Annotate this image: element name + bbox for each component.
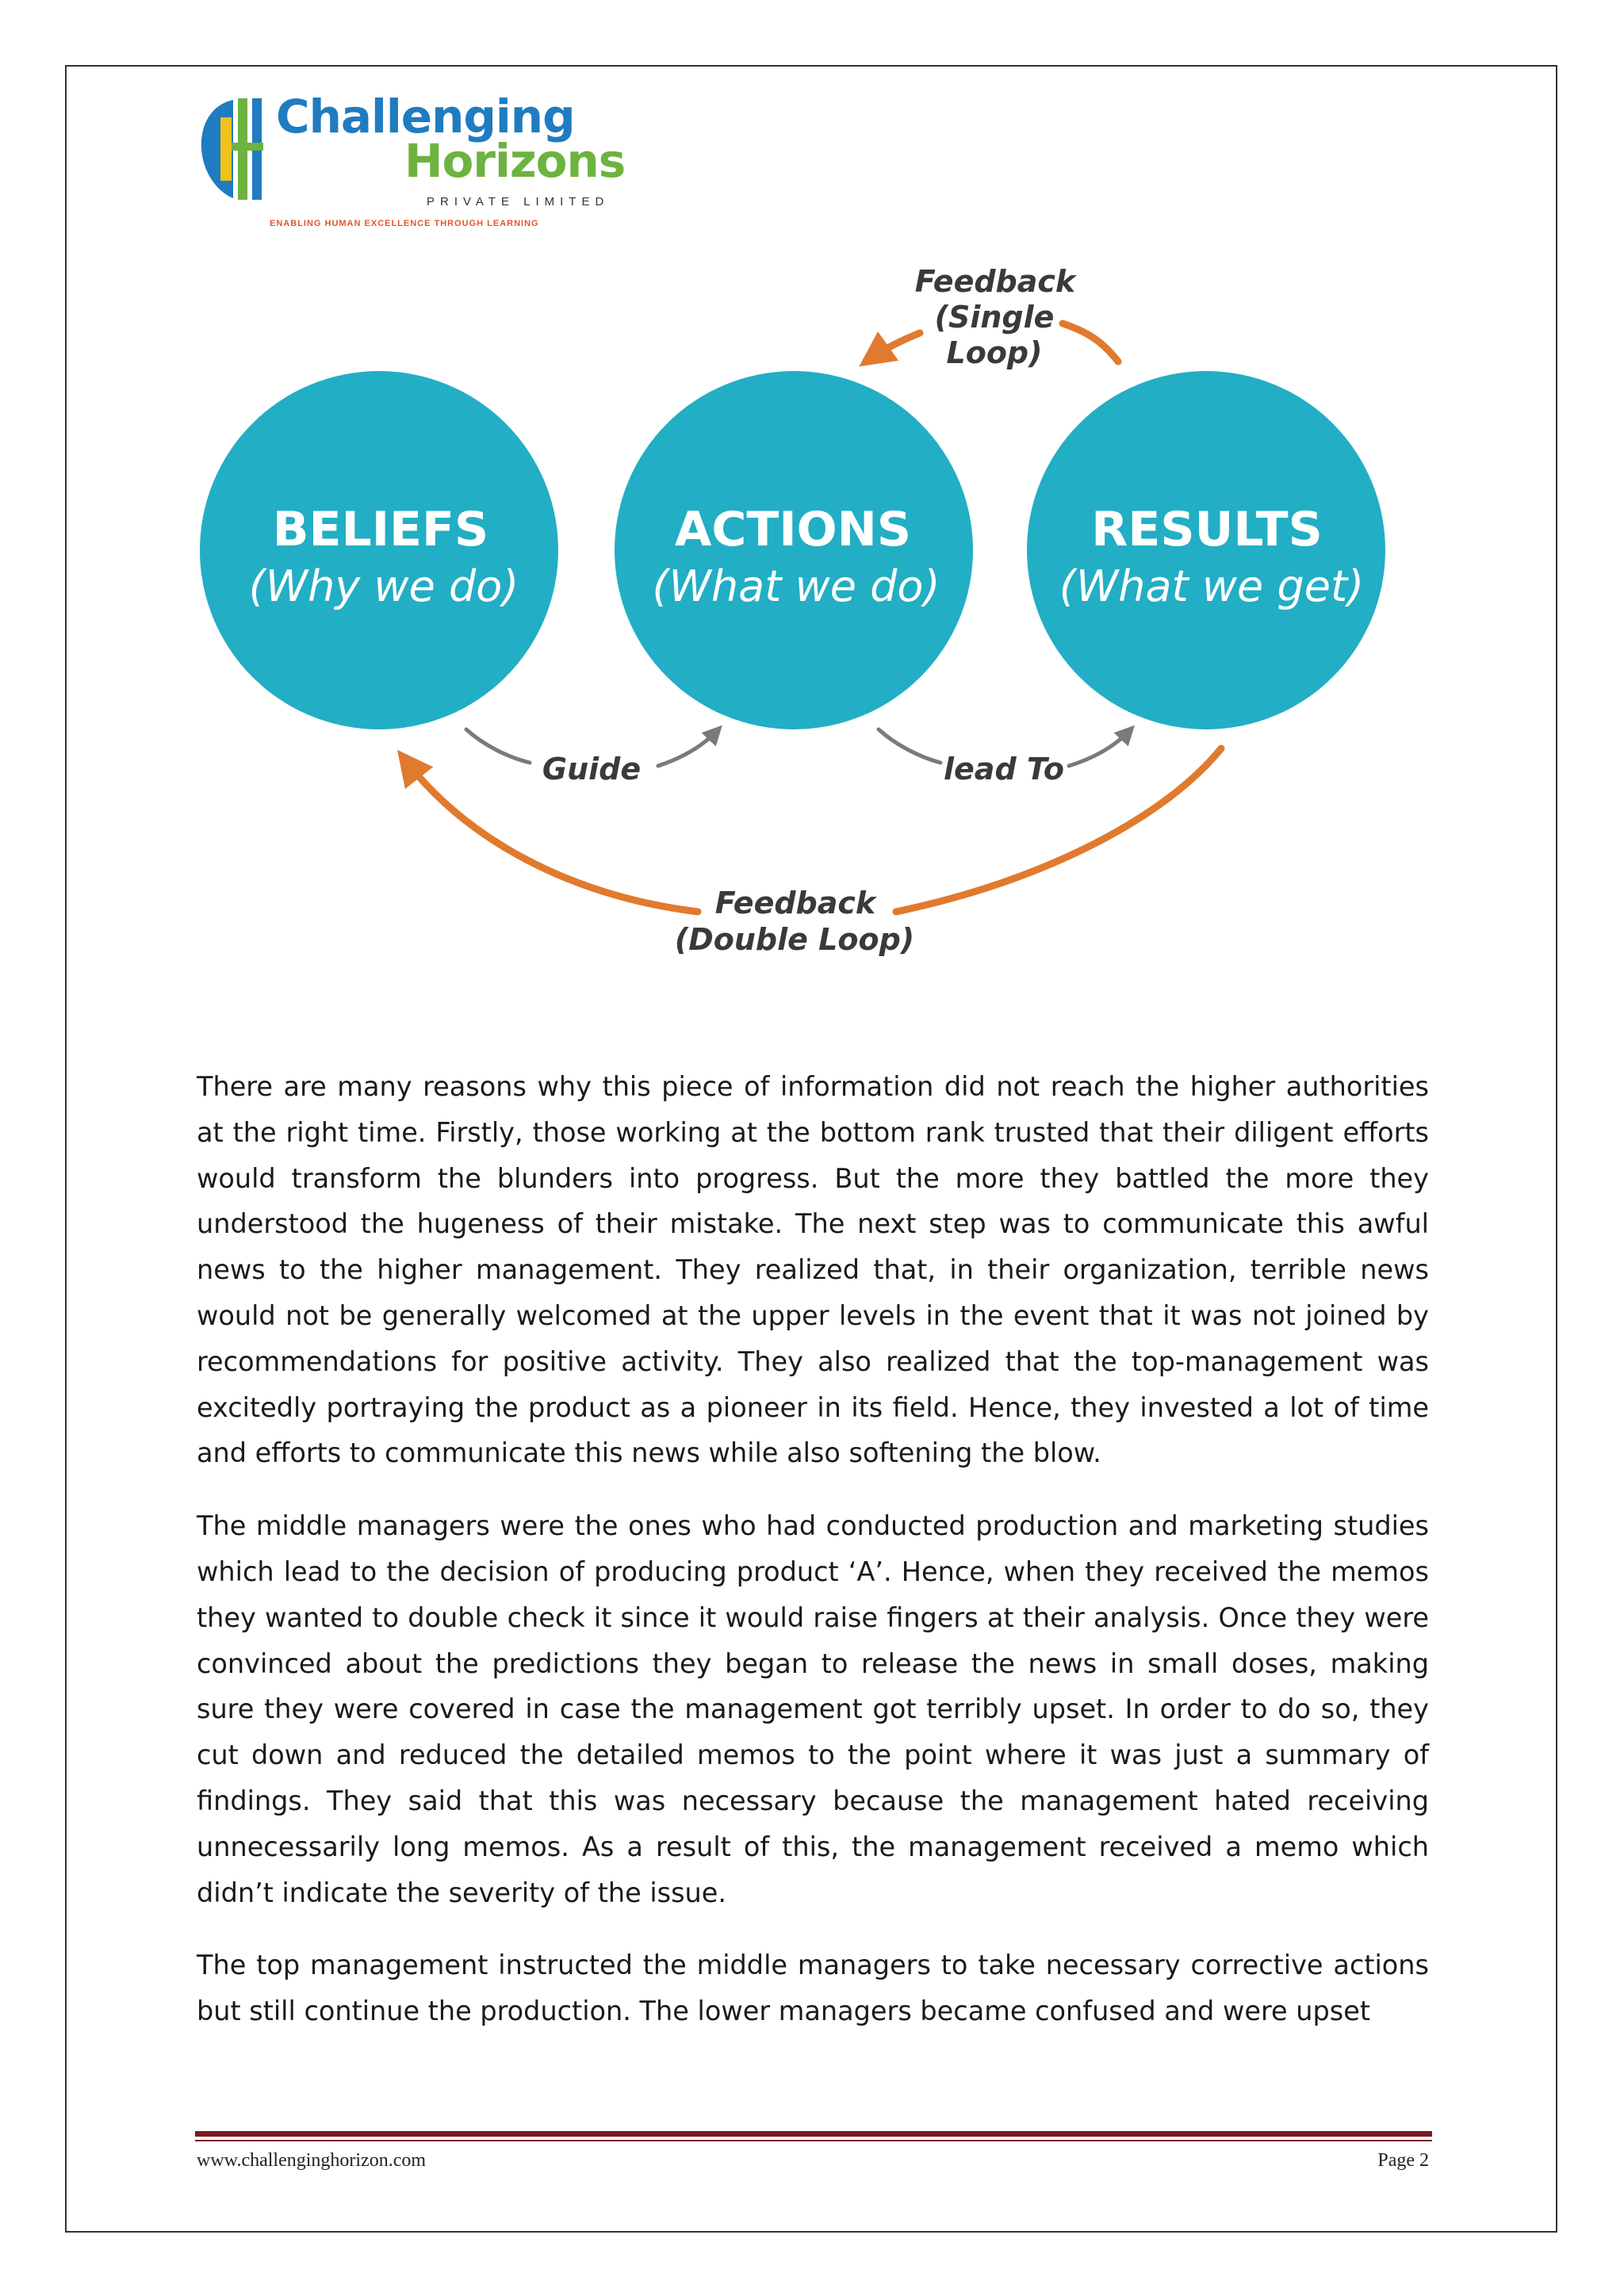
single-loop-label-3: Loop)	[946, 335, 1043, 370]
footer-rule	[195, 2131, 1432, 2137]
single-loop-label-2: (Single	[934, 300, 1055, 335]
body-text	[197, 1064, 1429, 2061]
guide-arrow-head	[658, 731, 717, 766]
footer-rule-thin	[195, 2140, 1432, 2141]
beliefs-title: BELIEFS	[272, 502, 489, 557]
single-loop-label-1: Feedback	[914, 264, 1076, 299]
page-number: Page 2	[1377, 2150, 1429, 2171]
double-loop-label-2: (Double Loop)	[674, 922, 915, 957]
beliefs-actions-results-diagram	[0, 0, 1624, 999]
logo-text-challenging: Challenging	[276, 90, 575, 144]
paragraph-1: There are many reasons why this piece of information did not reach the higher authorities at the right time. Firstly, those working at the bottom rank trusted that their diligent efforts would transform the blunders into progress. But the more they battled the more they understood the hugeness of their mistake. The next step was to communicate this awful news to the higher management. They realized that, in their organization, terrible news would not be generally welcomed at the upper levels in the event that it was not joined by recommendations for positive activity. They also realized that the top-management was excitedly portraying the product as a pioneer in its field. Hence, they invested a lot of time and efforts to communicate this news while also softening the blow.	[197, 1071, 1429, 1469]
beliefs-subtitle: (Why we do)	[248, 561, 519, 611]
guide-label: Guide	[542, 752, 642, 786]
lead-to-label: lead To	[944, 752, 1064, 786]
results-title: RESULTS	[1091, 502, 1323, 557]
single-loop-arrow	[1063, 323, 1118, 362]
logo-tagline: ENABLING HUMAN EXCELLENCE THROUGH LEARNING	[270, 219, 539, 228]
guide-arrow-tail	[466, 729, 530, 763]
logo-subtitle: PRIVATE LIMITED	[427, 195, 610, 209]
logo-text-horizons: Horizons	[404, 134, 626, 188]
footer-website: www.challenginghorizon.com	[197, 2150, 427, 2171]
actions-subtitle: (What we do)	[652, 561, 940, 611]
paragraph-3: The top management instructed the middle managers to take necessary corrective actions but still continue the production. The lower managers became confused and were upset	[197, 1950, 1429, 2027]
paragraph-2: The middle managers were the ones who had conducted production and marketing studies which lead to the decision of producing product ‘A’. Hence, when they received the memos they wanted to double check it since it would raise fingers at their analysis. Once they were convinced about the predictions they began to release the news in small doses, making sure they were covered in case the management got terribly upset. In order to do so, they cut down and reduced the detailed memos to the point where it was just a summary of findings. They said that this was necessary because the management hated receiving unnecessarily long memos. As a result of this, the management received a memo which didn’t indicate the severity of the issue.	[197, 1510, 1429, 1908]
lead-arrow-head	[1069, 731, 1129, 766]
actions-title: ACTIONS	[674, 502, 912, 557]
results-subtitle: (What we get)	[1059, 561, 1365, 611]
lead-arrow-tail	[879, 729, 940, 763]
double-loop-label-1: Feedback	[714, 886, 876, 920]
single-loop-arrow-head	[871, 333, 920, 358]
